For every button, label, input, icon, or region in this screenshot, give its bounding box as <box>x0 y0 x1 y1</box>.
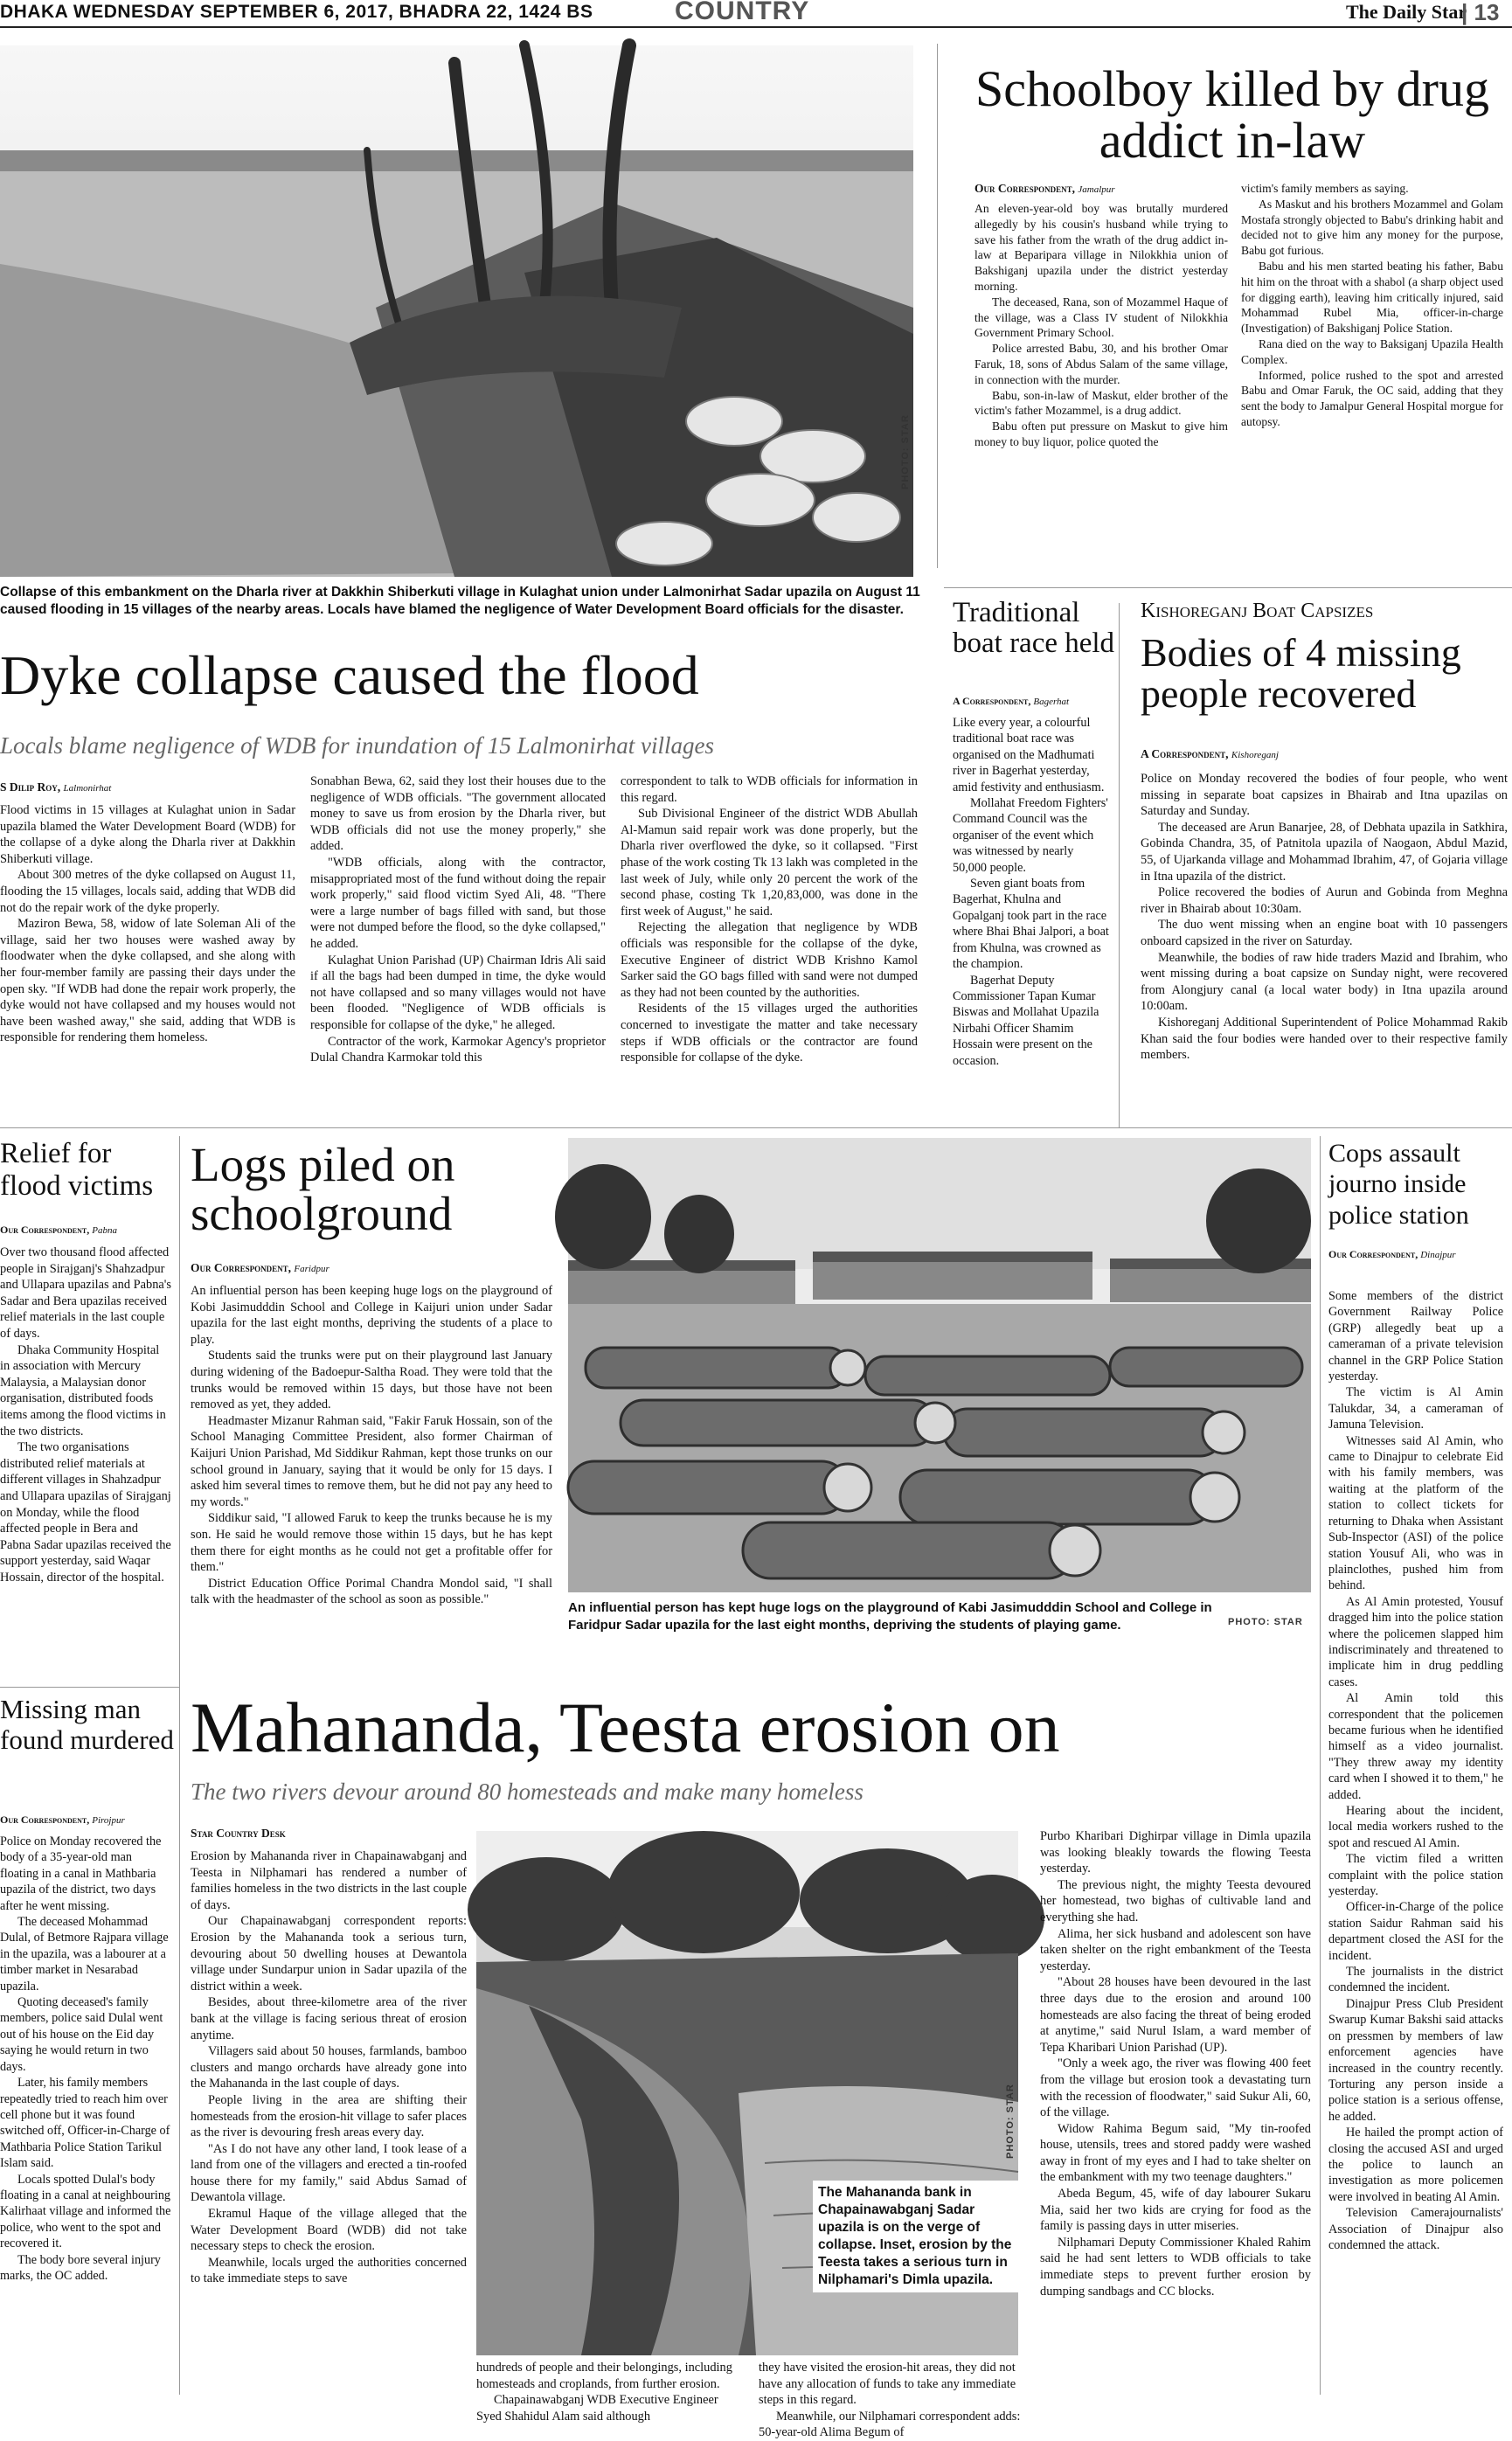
paragraph: Later, his family members repeatedly tried to reach him over cell phone but it was found switched off, Officer-in-Charge of Mathbaria Police Station Tarikul Islam said. <box>0 2076 170 2171</box>
paragraph: Officer-in-Charge of the police station Saidur Rahman said his department closed the ASI for the incident. <box>1328 1900 1503 1963</box>
logs-headline: Logs piled on schoolground <box>191 1138 455 1241</box>
paragraph: Television Camerajournalists' Association of Dinajpur also condemned the attack. <box>1328 2206 1503 2252</box>
paragraph: correspondent to talk to WDB officials for information in this regard. <box>621 774 918 805</box>
paragraph: Witnesses said Al Amin, who came to Dinajpur to celebrate Eid with his family members, was waiting at the platform of the station to collect tickets for returning to Dhaka when Assistant Sub-Inspector (ASI) of the police station Yousuf Ali, who was in plainclothes, pushed him from behind. <box>1328 1433 1503 1593</box>
paragraph: Dhaka Community Hospital in association with Mercury Malaysia, a Malaysian donor organisation, distributed foods items among the flood victims in the two districts. <box>0 1342 166 1439</box>
paragraph: Nilphamari Deputy Commissioner Khaled Rahim said he had sent letters to WDB officials to take immediate steps to prevent further erosion by dumping sandbags and CC blocks. <box>1040 2235 1311 2299</box>
boatrace-column <box>953 715 1110 1126</box>
column-rule <box>1119 603 1120 1127</box>
paragraph: The body bore several injury marks, the OC added. <box>0 2252 161 2283</box>
paragraph: The deceased are Arun Banarjee, 28, of Debhata upazila in Satkhira, Gobinda Chandra, 35, of Patnitola upazila of Naogaon, Abdul Mazid, 55, of Ujarkanda village and Mohammad Ibrahim, 47, of Gojaria village in Itna upazila of the district. <box>1141 820 1508 884</box>
paragraph: Locals spotted Dulal's body floating in a canal at neighbouring Kalirhaat village and informed the police, who went to the spot and recovered it. <box>0 2172 171 2251</box>
dyke-photo <box>0 45 913 577</box>
bodies-column <box>1141 771 1508 1122</box>
byline-name: Our Correspondent, <box>1328 1248 1418 1260</box>
paragraph: Police recovered the bodies of Aurun and Gobinda from Meghna river in Bhairab about 10:30am. <box>1141 885 1508 916</box>
paragraph: Informed, police rushed to the spot and arrested Babu and Omar Faruk, the OC said, adding that they sent the body to Jamalpur General Hospital morgue for autopsy. <box>1241 368 1503 428</box>
paragraph: Dinajpur Press Club President Swarup Kumar Bakshi said attacks on pressmen by members of law enforcement agencies have increased in the country recently. Torturing any person inside a police station is a serious offense, he added. <box>1328 1996 1503 2124</box>
photo-credit: PHOTO: STAR <box>1228 1617 1303 1627</box>
paragraph: As Al Amin protested, Yousuf dragged him into the police station where the policemen slapped him indiscriminately and threatened to implicate him in drug peddling cases. <box>1328 1594 1503 1689</box>
paragraph: Babu often put pressure on Maskut to give him money to buy liquor, police quoted the <box>974 420 1228 448</box>
paragraph: About 300 metres of the dyke collapsed on August 11, flooding the 15 villages, locals said, adding that WDB did not do the repair work of the dyke properly. <box>0 868 295 915</box>
paragraph: Ekramul Haque of the village alleged that the Water Development Board (WDB) did not take necessary steps to check the erosion. <box>191 2207 467 2254</box>
paragraph: Abeda Begum, 45, wife of day labourer Sukaru Mia, said her two kids are crying for food as the family is passing days in utter miseries. <box>1040 2187 1311 2234</box>
logs-caption: An influential person has kept huge logs on the playground of Kabi Jasimudddin School and College in Faridpur Sadar upazila for the last eight months, depriving the students of playing game. <box>568 1600 1212 1633</box>
paragraph: Like every year, a colourful traditional boat race was organised on the Madhumati river in Bagerhat yesterday, amid festivity and enthusiasm. <box>953 716 1105 794</box>
byline-name: Our Correspondent, <box>0 1224 90 1236</box>
boatrace-headline: Traditional boat race held <box>953 597 1115 659</box>
byline-location: Dinajpur <box>1420 1250 1456 1260</box>
schoolboy-headline: Schoolboy killed by drug addict in-law <box>974 60 1489 170</box>
missing-byline <box>0 1813 125 1827</box>
paragraph: "Only a week ago, the river was flowing 400 feet from the village but erosion took a devastating turn with the recession of floodwater," said Sukur Ali, 60, of the village. <box>1040 2056 1311 2120</box>
paragraph: Meanwhile, the bodies of raw hide traders Mazid and Ibrahim, who went missing during a boat capsize on Sunday night, were recovered from Alongjury canal (a local water body) in Itna upazila around 10:00am. <box>1141 950 1508 1014</box>
byline-location: Faridpur <box>294 1264 329 1274</box>
paragraph: Al Amin told this correspondent that the policemen became furious when he identified himself as a video journalist. "They threw away my identity card when I showed it to them," he added. <box>1328 1691 1503 1802</box>
paragraph: An influential person has been keeping huge logs on the playground of Kobi Jasimudddin School and College in Kaijuri union under Sadar upazila for the last eight months, depriving the students of a place to play. <box>191 1284 552 1347</box>
paragraph: Quoting deceased's family members, police said Dulal went out of his house on the Eid day saying he would return in two days. <box>0 1995 163 2074</box>
photo-credit: PHOTO: STAR <box>900 414 911 489</box>
section-rule <box>944 587 1512 588</box>
paragraph: Residents of the 15 villages urged the authorities concerned to investigate the matter and take necessary steps if WDB officials or the contractor are found responsible for collapse of the dyke. <box>621 1002 918 1065</box>
dyke-column-1 <box>0 802 295 1119</box>
paragraph: Babu, son-in-law of Maskut, elder brother of the victim's father Mozammel, is a drug addict. <box>974 388 1228 418</box>
paragraph: Sonabhan Bewa, 62, said they lost their houses due to the negligence of WDB officials. "The government allocated money to save us from erosion by the Dharla river, but WDB officials did not use the money properly," she added. <box>310 774 606 854</box>
erosion-caption: The Mahananda bank in Chapainawabganj Sadar upazila is on the verge of collapse. Inset, erosion by the Teesta takes a serious turn in Nilphamari's Dimla upazila. <box>813 2181 1023 2292</box>
paragraph: As Maskut and his brothers Mozammel and Golam Mostafa strongly objected to Babu's drinking habit and decided not to give him any money for the purpose, Babu got furious. <box>1241 197 1503 258</box>
bodies-headline: Bodies of 4 missing people recovered <box>1141 630 1461 716</box>
paragraph: The deceased Mohammad Dulal, of Betmore Rajpara village in the upazila, was a labourer at a timber market in Nesarabad upazila. <box>0 1915 169 1994</box>
masthead <box>0 0 1512 28</box>
paragraph: The two organisations distributed relief materials at different villages in Shahzadpur and Ullapara upazilas of Sirajganj on Monday, while the flood affected people in Bera and Pabna Sadar upazilas received the support yesterday, said Waqar Hossain, director of the hospital. <box>0 1440 171 1585</box>
paragraph: Headmaster Mizanur Rahman said, "Fakir Faruk Hossain, son of the School Managing Committee President, also former Chairman of Kaijuri Union Parishad, Md Siddikur Rahman, kept those trunks on our school ground in January, saying that it would be only for 15 days. I asked him several times to remove them, but he did not pay any heed to my words." <box>191 1413 552 1509</box>
column-rule <box>937 44 938 568</box>
paragraph: Contractor of the work, Karmokar Agency's proprietor Dulal Chandra Karmokar told this <box>310 1034 606 1065</box>
paragraph: Erosion by Mahananda river in Chapainawabganj and Teesta in Nilphamari has rendered a number of families homeless in the two districts in the last couple of days. <box>191 1849 467 1912</box>
paragraph: Kulaghat Union Parishad (UP) Chairman Idris Ali said if all the bags had been dumped in time, the dyke would not have collapsed and so many villages would not have been flooded. "Negligence of WDB officials is responsible for collapse of the dyke," he alleged. <box>310 953 606 1032</box>
mahananda-headline: Mahananda, Teesta erosion on <box>191 1688 1060 1767</box>
mahananda-byline: Star Country Desk <box>191 1827 286 1840</box>
paragraph: The duo went missing when an engine boat with 10 passengers onboard capsized in the river on Saturday. <box>1141 918 1508 948</box>
paragraph: Our Chapainawabganj correspondent reports: Erosion by the Mahananda took a serious turn, devouring about 50 dwelling houses at Dewantola village under Sundarpur union in Sadar upazila of the district within a week. <box>191 1914 467 1994</box>
byline-name: S Dilip Roy, <box>0 780 61 794</box>
paragraph: An eleven-year-old boy was brutally murdered allegedly by his cousin's husband while trying to save his father from the wrath of the drug addict in-law at Beparipara village in Nilokkhia union of Bakshiganj upazila under the district yesterday morning. <box>974 202 1228 293</box>
byline-location: Kishoreganj <box>1231 750 1279 760</box>
paragraph: Hearing about the incident, local media workers rushed to the spot and rescued Al Amin. <box>1328 1804 1503 1850</box>
paragraph: Police on Monday recovered the body of a 35-year-old man floating in a canal in Mathbaria upazila of the district, two days after he went missing. <box>0 1834 162 1913</box>
dyke-deck: Locals blame negligence of WDB for inundation of 15 Lalmonirhat villages <box>0 732 714 759</box>
paragraph: "As I do not have any other land, I took lease of a land from one of the villagers and erected a tin-roofed house there for my family," said Abdus Samad of Dewantola village. <box>191 2141 467 2205</box>
dyke-byline <box>0 780 111 794</box>
paragraph: Alima, her sick husband and adolescent son have taken shelter on the right embankment of the Teesta yesterday. <box>1040 1926 1311 1973</box>
paragraph: The deceased, Rana, son of Mozammel Haque of the village, was a Class IV student of Nilokkhia Government Primary School. <box>974 295 1228 340</box>
cops-column <box>1328 1288 1503 2396</box>
page-number: | 13 <box>1461 0 1500 25</box>
paragraph: victim's family members as saying. <box>1241 182 1409 195</box>
paragraph: People living in the area are shifting their homesteads from the erosion-hit village to safer places as the river is devouring fresh areas every day. <box>191 2092 467 2140</box>
section-name: COUNTRY <box>675 0 810 25</box>
paragraph: District Education Office Porimal Chandra Mondol said, "I shall talk with the headmaster of the school as soon as possible." <box>191 1576 552 1607</box>
byline-location: Pirojpur <box>92 1815 125 1826</box>
paragraph: Over two thousand flood affected people in Sirajganj's Shahzadpur and Ullapara upazilas and Pabna's Sadar and Bera upazilas received relief materials in the last couple of days. <box>0 1245 171 1341</box>
paragraph: Flood victims in 15 villages at Kulaghat union in Sadar upazila blamed the Water Development Board (WDB) for the collapse of a dyke along the Dharla river at Dakkhin Shiberkuti village. <box>0 803 295 866</box>
paragraph: Widow Rahima Begum said, "My tin-roofed house, utensils, trees and stored paddy were washed away in front of my eyes and I had to take shelter on the embankment with my two teenage daughters." <box>1040 2121 1311 2185</box>
dyke-column-3 <box>621 773 918 1119</box>
paragraph: Purbo Kharibari Dighirpar village in Dimla upazila was looking bleakly towards the flowing Teesta yesterday. <box>1040 1829 1311 1876</box>
byline-name: A Correspondent, <box>953 695 1031 707</box>
mahananda-column-2 <box>476 2360 743 2424</box>
paragraph: they have visited the erosion-hit areas, they did not have any allocation of funds to take any immediate steps in this regard. <box>759 2361 1016 2408</box>
column-rule <box>179 1136 180 2395</box>
paragraph: He hailed the prompt action of closing the accused ASI and urged the police to launch an investigation as more policemen were involved in beating Al Amin. <box>1328 2125 1503 2204</box>
dyke-headline: Dyke collapse caused the flood <box>0 644 699 706</box>
paragraph: "About 28 houses have been devoured in the last three days due to the erosion and around 100 homesteads are also facing the threat of being eroded at anytime," said Nurul Islam, a ward member of Tepa Kharibari Union Parishad (UP). <box>1040 1975 1311 2055</box>
byline-name: Our Correspondent, <box>0 1813 90 1826</box>
paragraph: Bagerhat Deputy Commissioner Tapan Kumar Biswas and Mollahat Upazila Nirbahi Officer Shamim Hossain were present on the occasion. <box>953 973 1099 1068</box>
paragraph: Police arrested Babu, 30, and his brother Omar Faruk, 18, sons of Abdus Salam of the same village, in connection with the murder. <box>974 342 1228 386</box>
mahananda-column-4 <box>1040 1828 1311 2396</box>
paragraph: Kishoreganj Additional Superintendent of Police Mohammad Rakib Khan said the four bodies were handed over to their respective family members. <box>1141 1015 1508 1063</box>
byline-name: Our Correspondent, <box>974 182 1076 195</box>
logs-column <box>191 1283 552 1650</box>
mahananda-column-1 <box>191 1848 467 2396</box>
logs-photo <box>568 1138 1311 1592</box>
paragraph: Maziron Bewa, 58, widow of late Soleman Ali of the village, said her two houses were washed away by floodwater when the dyke collapsed, and she along with her four-member family are passing their days under the open sky. "If WDB had done the repair work properly, the dyke would not have collapsed and my houses would not have been washed away," she said, adding that WDB is responsible for rendering them homeless. <box>0 917 295 1045</box>
schoolboy-column-1 <box>974 201 1228 551</box>
byline-location: Bagerhat <box>1033 697 1070 707</box>
schoolboy-byline <box>974 182 1115 196</box>
paragraph: Rana died on the way to Baksiganj Upazila Health Complex. <box>1241 336 1503 366</box>
paragraph: Police on Monday recovered the bodies of four people, who went missing in separate boat capsizes in Bhairab and Itna upazilas on Saturday and Sunday. <box>1141 772 1508 819</box>
boatrace-byline <box>953 695 1069 708</box>
mahananda-deck: The two rivers devour around 80 homesteads and make many homeless <box>191 1779 864 1805</box>
paragraph: "WDB officials, along with the contractor, misappropriated most of the fund without doing the repair work properly," said flood victim Syed Ali, 48. "There were a large number of bags filled with sand, but those were not dumped before the flood, so the dyke collapsed," he added. <box>310 855 606 951</box>
cops-headline: Cops assault journo inside police station <box>1328 1139 1469 1230</box>
paragraph: Students said the trunks were put on their playground last January during widening of the Badoepur-Saltha Road. They were told that the trunks would be removed within 15 days, but those have not been removed as yet, they added. <box>191 1349 552 1412</box>
mahananda-column-3 <box>759 2360 1025 2440</box>
schoolboy-column-2 <box>1241 181 1503 551</box>
paragraph: Villagers said about 50 houses, farmlands, bamboo clusters and mango orchards have already gone into the Mahananda in the last couple of days. <box>191 2044 467 2091</box>
byline-location: Pabna <box>92 1225 117 1236</box>
bodies-kicker: Kishoreganj Boat Capsizes <box>1141 600 1374 622</box>
newspaper-logo: The Daily Star <box>1346 1 1467 23</box>
paragraph: The victim is Al Amin Talukdar, 34, a cameraman of Jamuna Television. <box>1328 1385 1503 1432</box>
photo-credit: PHOTO: STAR <box>1005 2084 1016 2159</box>
paragraph: Besides, about three-kilometre area of the river bank at the village is facing serious threat of erosion anytime. <box>191 1995 467 2042</box>
paragraph: Chapainawabganj WDB Executive Engineer Syed Shahidul Alam said although <box>476 2393 718 2424</box>
paragraph: Siddikur said, "I allowed Faruk to keep the trunks because he is my son. He said he would remove those within 15 days, but he has kept them there for eight months as he could not get a profitable offer for them." <box>191 1511 552 1575</box>
relief-column <box>0 1245 171 1682</box>
byline-name: Our Correspondent, <box>191 1261 292 1274</box>
dyke-caption: Collapse of this embankment on the Dharla river at Dakkhin Shiberkuti village in Kulaghat union under Lalmonirhat Sadar upazila on August 11 caused flooding in 15 villages of the nearby areas. Locals have blamed the negligence of Water Development Board officials for the disaster. <box>0 585 920 617</box>
relief-headline: Relief for flood victims <box>0 1138 154 1202</box>
paragraph: Sub Divisional Engineer of the district WDB Abullah Al-Mamun said repair work was done properly, but the Dharla river overflowed the dyke, so it collapsed. "First phase of the work costing Tk 13 lakh was completed in the last week of July, while only 20 percent the work of the second phase, costing Tk 1,20,83,000, was done in the first week of August," he said. <box>621 807 918 919</box>
dyke-column-2 <box>310 773 606 1119</box>
cops-byline <box>1328 1248 1456 1261</box>
paragraph: hundreds of people and their belongings, including homesteads and croplands, from further erosion. <box>476 2361 732 2391</box>
section-rule <box>0 1127 1512 1128</box>
section-rule <box>0 1687 179 1688</box>
missing-column <box>0 1834 171 2396</box>
missing-headline: Missing man found murdered <box>0 1694 174 1756</box>
paragraph: The previous night, the mighty Teesta devoured her homestead, two bighas of cultivable land and everything she had. <box>1040 1877 1311 1924</box>
paragraph: Mollahat Freedom Fighters' Command Council was the organiser of the event which was witnessed by nearly 50,000 people. <box>953 796 1108 875</box>
paragraph: Meanwhile, locals urged the authorities concerned to take immediate steps to save <box>191 2255 467 2286</box>
masthead-date: DHAKA WEDNESDAY SEPTEMBER 6, 2017, BHADRA 22, 1424 BS <box>0 2 593 22</box>
bodies-byline <box>1141 747 1279 761</box>
byline-location: Lalmonirhat <box>63 783 112 794</box>
paragraph: Meanwhile, our Nilphamari correspondent adds: 50-year-old Alima Begum of <box>759 2409 1021 2440</box>
paragraph: Rejecting the allegation that negligence by WDB officials was responsible for the collapse of the dyke, Executive Engineer of district WDB Krishno Kamol Sarker said the GO bags filled with sand were not dumped as they had not been counted by the authorities. <box>621 920 918 1000</box>
paragraph: Babu and his men started beating his father, Babu hit him on the throat with a shabol (a sharp object used for digging earth), leaving him critically injured, said Mohammad Rubel Mia, officer-in-charge (Investigation) of Bakshiganj Police Station. <box>1241 259 1503 336</box>
paragraph: Seven giant boats from Bagerhat, Khulna and Gopalganj took part in the race where Bhai Bhai Jalpori, a boat from Khulna, was crowned as the champion. <box>953 877 1109 972</box>
relief-byline <box>0 1224 117 1237</box>
column-rule <box>1320 1136 1321 2395</box>
byline-location: Jamalpur <box>1078 184 1115 195</box>
paragraph: The victim filed a written complaint with the police station yesterday. <box>1328 1852 1503 1899</box>
logs-byline <box>191 1261 329 1275</box>
paragraph: Some members of the district Government Railway Police (GRP) allegedly beat up a cameraman of a private television channel in the GRP Police Station yesterday. <box>1328 1289 1503 1384</box>
paragraph: The journalists in the district condemned the incident. <box>1328 1965 1503 1995</box>
byline-name: A Correspondent, <box>1141 747 1229 760</box>
